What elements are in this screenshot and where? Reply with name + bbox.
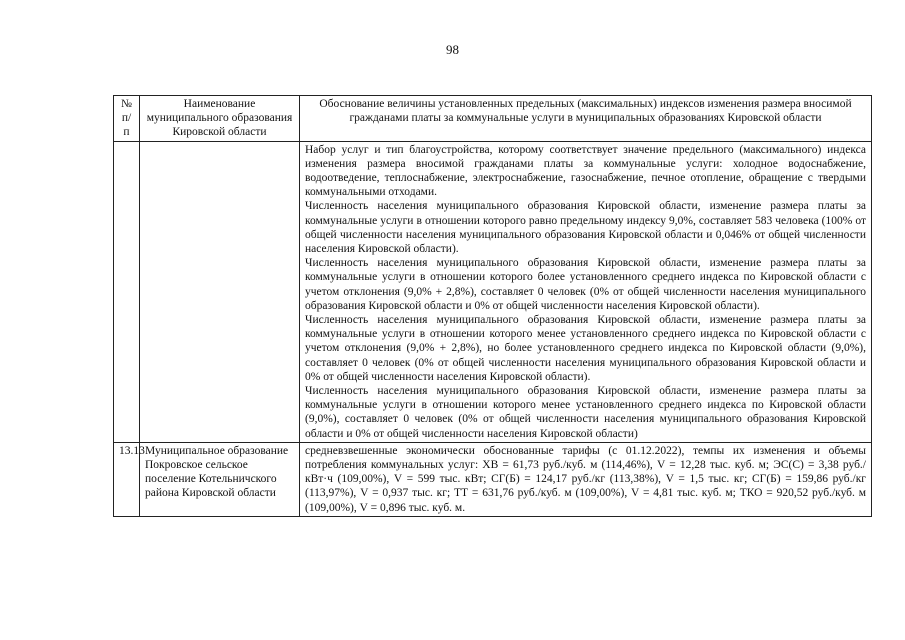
paragraph-population-below-index: Численность населения муниципального образования Кировской области, изменение размера платы за коммунальные услуги в отношении которого менее установленного среднего индекса по Кировской области (9,0%), составляет 0 человек (0% от общей численности населения муниципального образования Кировской области и 0% от общей численности населения Кировской области) — [305, 385, 866, 440]
paragraph-service-set: Набор услуг и тип благоустройства, которому соответствует значение предельного (максимального) индекса изменения размера вносимой гражданами платы за коммунальные услуги: холодное водоснабжение, водоотведение, теплоснабжение, электроснабжение, газоснабжение, печное отопление, обращение с твердыми коммунальными отходами. — [305, 143, 866, 199]
cell-municipality-name: Муниципальное образование Покровское сельское поселение Котельничского района Кировской области — [140, 442, 300, 516]
table-row-continuation — [114, 141, 872, 442]
paragraph-population-equal-index: Численность населения муниципального образования Кировской области, изменение размера платы за коммунальные услуги в отношении которого равно предельному индексу 9,0%, составляет 583 человека (100% от общей численности населения муниципального образования Кировской области и 0,046% от общей численности населения Кировской области). — [305, 200, 866, 256]
table-row-13-13 — [114, 442, 872, 516]
cell-justification-continuation — [300, 141, 872, 442]
cell-tariffs-text: средневзвешенные экономически обоснованные тарифы (с 01.12.2022), темпы их изменения и объемы потребления коммунальных услуг: ХВ = 61,73 руб./куб. м (114,46%), V = 12,28 тыс. куб. м; ЭС(С) = 3,38 руб./кВт·ч (109,00%), V = 599 тыс. кВт; СГ(Б) = 124,17 руб./кг (113,38%), V = 1,5 тыс. кг; СГ(Б) = 159,86 руб./кг (113,97%), V = 0,937 тыс. кг; ТТ = 631,76 руб./куб. м (109,00%), V = 4,81 тыс. куб. м; ТКО = 920,52 руб./куб. м (109,00%), V = 0,896 тыс. куб. м. — [300, 442, 872, 516]
cell-number-empty — [114, 141, 140, 442]
tariff-justification-table — [113, 95, 872, 517]
header-justification: Обоснование величины установленных предельных (максимальных) индексов изменения размера вносимой гражданами платы за коммунальные услуги в муниципальных образованиях Кировской области — [300, 96, 872, 142]
header-number: № п/п — [114, 96, 140, 142]
page-number: 98 — [446, 42, 459, 57]
cell-name-empty — [140, 141, 300, 442]
paragraph-population-between: Численность населения муниципального образования Кировской области, изменение размера платы за коммунальные услуги в отношении которого менее установленного среднего индекса по Кировской области с учетом отклонения (9,0% + 2,8%), но более установленного среднего индекса по Кировской области (9,0%), составляет 0 человек (0% от общей численности населения муниципального образования Кировской области и 0% от общей численности населения Кировской области). — [305, 314, 866, 383]
cell-row-number: 13.13 — [114, 442, 140, 516]
paragraph-population-above-deviation: Численность населения муниципального образования Кировской области, изменение размера платы за коммунальные услуги в отношении которого более установленного среднего индекса по Кировской области с учетом отклонения (9,0% + 2,8%), составляет 0 человек (0% от общей численности населения муниципального образования Кировской области и 0% от общей численности населения Кировской области). — [305, 257, 866, 312]
table-header-row — [114, 96, 872, 142]
header-municipality-name: Наименование муниципального образования Кировской области — [140, 96, 300, 142]
